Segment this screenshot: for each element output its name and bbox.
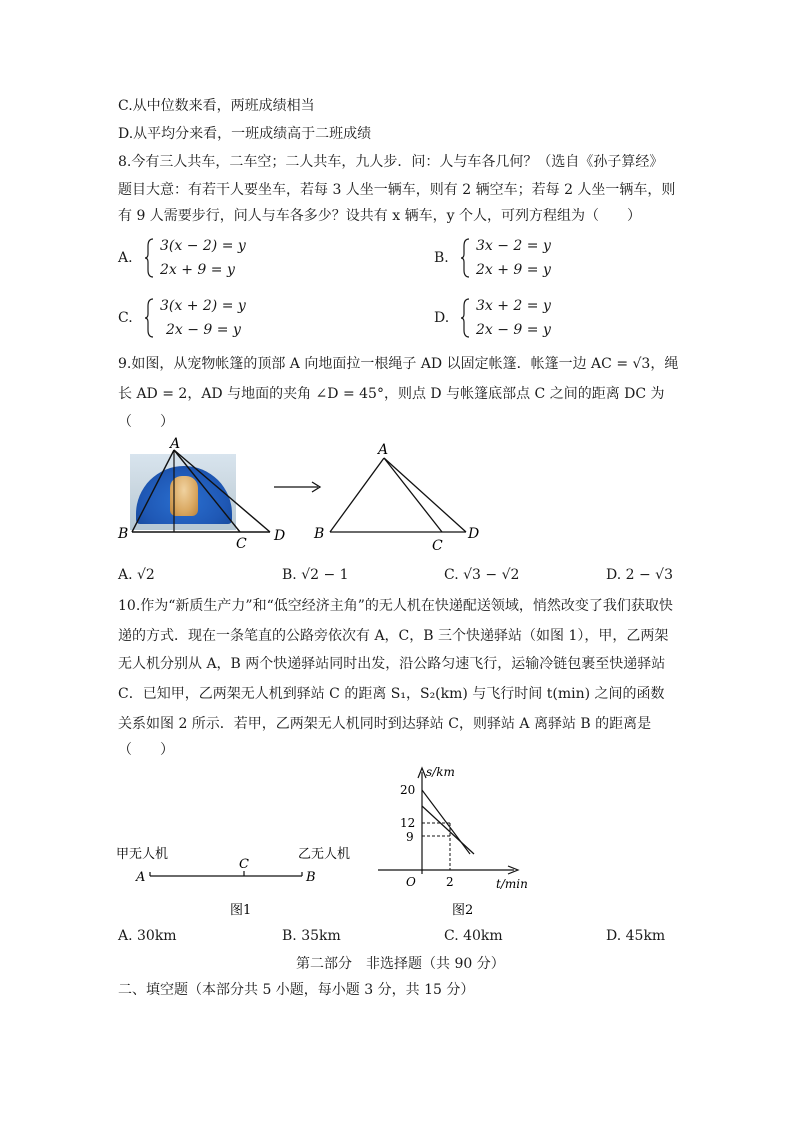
q8-text-line3: 有 9 人需要步行，问人与车各多少？设共有 x 辆车，y 个人，可列方程组为（ ） bbox=[118, 208, 641, 224]
q8-option-a-eq1: 3(x − 2) = y bbox=[160, 238, 246, 254]
q8-text-line1: 8.今有三人共车，二车空；二人共车，九人步．问：人与车各几何？（选自《孙子算经》 bbox=[118, 154, 664, 170]
diagram-label-a: A bbox=[378, 442, 389, 458]
q10-option-d[interactable]: D. 45km bbox=[606, 928, 666, 944]
option-c-prev: C.从中位数来看，两班成绩相当 bbox=[118, 98, 315, 114]
photo-label-b: B bbox=[118, 526, 129, 542]
q8-option-b-eq1: 3x − 2 = y bbox=[476, 238, 551, 254]
figure-2-graph bbox=[374, 762, 534, 922]
brace-icon bbox=[144, 298, 154, 338]
fig2-y-label: s/km bbox=[426, 765, 455, 779]
fig1-point-a: A bbox=[136, 870, 146, 885]
q8-option-c-label: C. bbox=[118, 310, 133, 326]
diagram-label-b: B bbox=[314, 526, 325, 542]
option-d-prev: D.从平均分来看，一班成绩高于二班成绩 bbox=[118, 126, 372, 142]
q9-option-c[interactable]: C. √3 − √2 bbox=[444, 567, 520, 583]
q8-option-c-eq2: 2x − 9 = y bbox=[166, 322, 241, 338]
fig2-tick-12: 12 bbox=[400, 816, 416, 830]
diagram-label-d: D bbox=[468, 526, 480, 542]
section2-title: 二、填空题（本部分共 5 小题，每小题 3 分，共 15 分） bbox=[118, 982, 475, 998]
q9-text-line1: 9.如图，从宠物帐篷的顶部 A 向地面拉一根绳子 AD 以固定帐篷．帐篷一边 AC = √3，绳 bbox=[118, 356, 679, 372]
q10-option-c[interactable]: C. 40km bbox=[444, 928, 503, 944]
diagram-label-c: C bbox=[432, 538, 443, 552]
q10-text-line6: （ ） bbox=[118, 742, 174, 758]
q8-option-c-eq1: 3(x + 2) = y bbox=[160, 298, 246, 314]
fig2-tick-2: 2 bbox=[446, 875, 454, 889]
q9-option-d[interactable]: D. 2 − √3 bbox=[606, 567, 673, 583]
q8-option-a-eq2: 2x + 9 = y bbox=[160, 262, 235, 278]
fig2-origin: O bbox=[406, 875, 416, 889]
q10-option-b[interactable]: B. 35km bbox=[282, 928, 341, 944]
q10-text-line5: 关系如图 2 所示．若甲，乙两架无人机同时到达驿站 C，则驿站 A 离驿站 B 的距离是 bbox=[118, 716, 652, 732]
q8-option-d-eq2: 2x − 9 = y bbox=[476, 322, 551, 338]
fig1-label-jia: 甲无人机 bbox=[116, 847, 169, 862]
figure-1-road bbox=[112, 842, 372, 922]
q8-option-b-eq2: 2x + 9 = y bbox=[476, 262, 551, 278]
fig2-caption: 图2 bbox=[452, 903, 474, 918]
q10-text-line4: C．已知甲，乙两架无人机到驿站 C 的距离 S₁，S₂(km) 与飞行时间 t(min) 之间的函数 bbox=[118, 686, 665, 702]
photo-label-a: A bbox=[170, 436, 181, 452]
brace-icon bbox=[460, 238, 470, 278]
fig1-label-yi: 乙无人机 bbox=[298, 847, 351, 862]
fig2-tick-20: 20 bbox=[400, 783, 416, 797]
fig1-caption: 图1 bbox=[230, 903, 252, 918]
q10-text-line3: 无人机分别从 A，B 两个快递驿站同时出发，沿公路匀速飞行，运输冷链包裹至快递驿站 bbox=[118, 656, 666, 672]
fig1-point-c: C bbox=[239, 857, 249, 872]
q8-option-a-label: A. bbox=[118, 250, 133, 266]
brace-icon bbox=[460, 298, 470, 338]
q8-option-d-eq1: 3x + 2 = y bbox=[476, 298, 551, 314]
fig2-x-label: t/min bbox=[496, 877, 528, 891]
photo-label-d: D bbox=[274, 528, 286, 544]
q10-text-line1: 10.作为“新质生产力”和“低空经济主角”的无人机在快递配送领域，悄然改变了我们获取快 bbox=[118, 598, 673, 614]
q9-option-b[interactable]: B. √2 − 1 bbox=[282, 567, 349, 583]
q8-option-b-label: B. bbox=[434, 250, 449, 266]
fig2-tick-9: 9 bbox=[406, 830, 414, 844]
q9-text-line3: （ ） bbox=[118, 414, 174, 430]
q8-option-d-label: D. bbox=[434, 310, 450, 326]
fig1-point-b: B bbox=[306, 870, 316, 885]
q8-text-line2: 题目大意：有若干人要坐车，若每 3 人坐一辆车，则有 2 辆空车；若每 2 人坐一辆车，则 bbox=[118, 182, 676, 198]
part2-title: 第二部分 非选择题（共 90 分） bbox=[296, 956, 505, 972]
q10-text-line2: 递的方式．现在一条笔直的公路旁依次有 A，C，B 三个快递驿站（如图 1），甲，乙两架 bbox=[118, 628, 669, 644]
q10-option-a[interactable]: A. 30km bbox=[118, 928, 177, 944]
q9-option-a[interactable]: A. √2 bbox=[118, 567, 155, 583]
photo-label-c: C bbox=[236, 536, 247, 548]
q9-text-line2: 长 AD = 2，AD 与地面的夹角 ∠D = 45°，则点 D 与帐篷底部点 C 之间的距离 DC 为 bbox=[118, 386, 665, 402]
triangle-diagram bbox=[310, 440, 490, 552]
fig2-line-s2 bbox=[422, 806, 474, 854]
brace-icon bbox=[144, 238, 154, 278]
